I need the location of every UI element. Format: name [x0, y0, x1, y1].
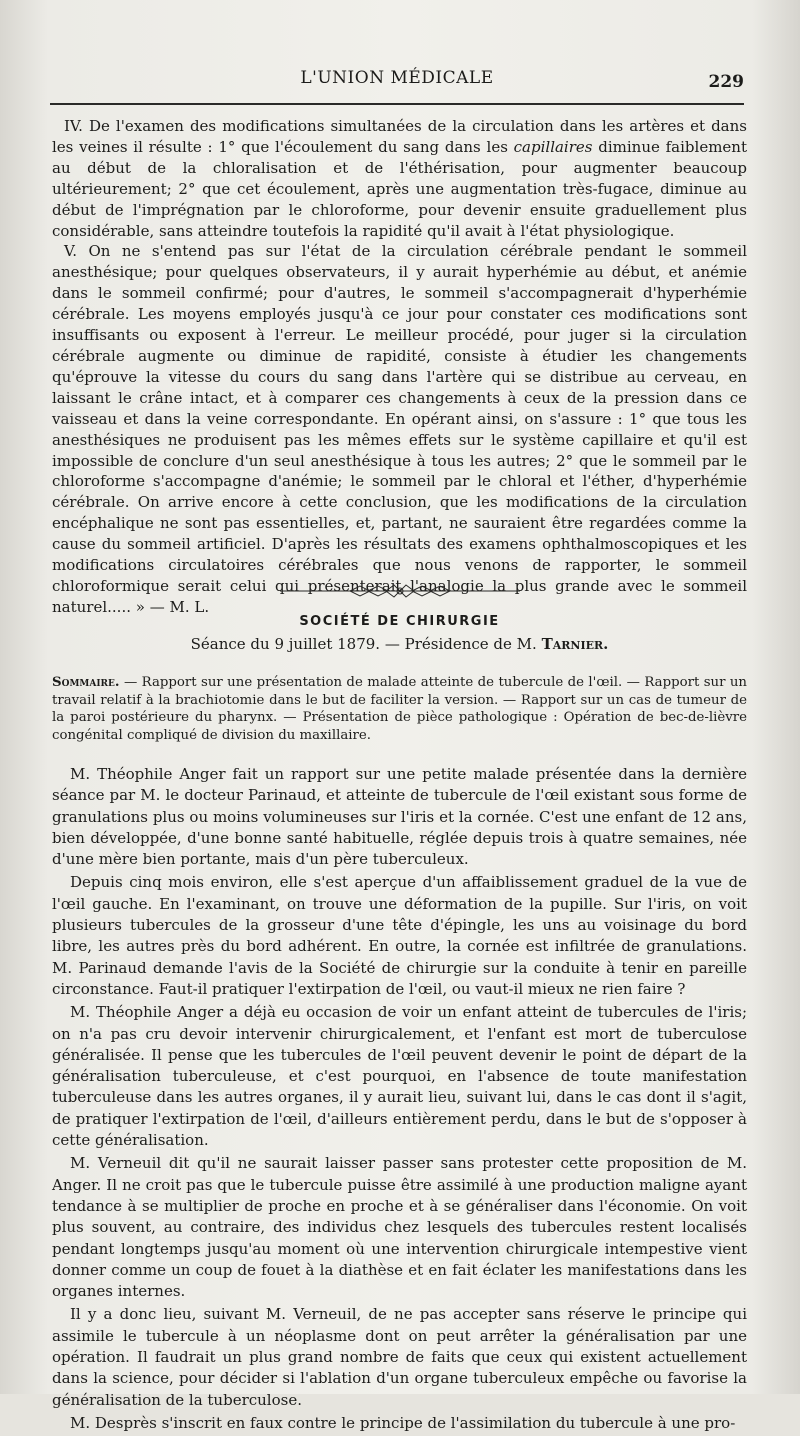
running-head: [50, 68, 744, 98]
paragraph-iv: [52, 116, 747, 241]
paragraph-iv-part-a: IV. De l'examen des modifications simultanées de la circulation dans les artères et dans les veines il résulte : 1° que l'écoulement du sang dans les: [52, 117, 747, 156]
journal-title: L'UNION MÉDICALE: [300, 68, 494, 88]
report-paragraph: Il y a donc lieu, suivant M. Verneuil, de ne pas accepter sans réserve le principe qui assimile le tubercule à un néoplasme dont on peut arrêter la généralisation par une opération. Il faudrait un plus grand nombre de faits que ceux qui existent actuellement dans la science, pour décider si l'ablation d'un organe tuberculeux empêche ou favorise la généralisation de la tuberculose.: [52, 1305, 747, 1409]
report-body: [52, 764, 747, 1436]
paragraph-iv-italic: capillaires: [513, 137, 593, 156]
paragraph-v: V. On ne s'entend pas sur l'état de la circulation cérébrale pendant le sommeil anesthésique; pour quelques observateurs, il y aurait hyperhémie au début, et anémie dans le sommeil confirmé; pour d'autres, le sommeil s'accompagnerait d'hyperhémie cérébrale. Les moyens employés jusqu'à ce jour pour constater ces modifications sont insuffisants ou exposent à l'erreur. Le meilleur procédé, pour juger si la circulation cérébrale augmente ou diminue de rapidité, consiste à étudier les changements qu'éprouve la vitesse du cours du sang dans l'artère qui se distribue au cerveau, en laissant le crâne intact, et à comparer ces changements à ceux de la pression dans ce vaisseau et dans la veine correspondante. En opérant ainsi, on s'assure : 1° que tous les anesthésiques ne produisent pas les mêmes effets sur le système capillaire et qu'il est impossible de conclure d'un seul anesthésique à tous les autres; 2° que le sommeil par le chloroforme s'accompagne d'anémie; le sommeil par le chloral et l'éther, d'hyperhémie cérébrale. On arrive encore à cette conclusion, que les modifications de la circulation encéphalique ne sont pas essentielles, et, partant, ne sauraient être regardées comme la cause du sommeil artificiel. D'après les résultats des examens ophthalmoscopiques et les modifications circulatoires cérébrales que nous venons de rapporter, le sommeil chloroformique serait celui qui présenterait l'analogie la plus grande avec le sommeil naturel..... » — M. L.: [52, 242, 747, 616]
report-paragraph: Depuis cinq mois environ, elle s'est aperçue d'un affaiblissement graduel de la vue de l'œil gauche. En l'examinant, on trouve une déformation de la pupille. Sur l'iris, on voit plusieurs tubercules de la grosseur d'une tête d'épingle, les uns au voisinage du bord libre, les autres près du bord adhérent. En outre, la cornée est infiltrée de granulations. M. Parinaud demande l'avis de la Société de chirurgie sur la conduite à tenir en pareille circonstance. Faut-il pratiquer l'extirpation de l'œil, ou vaut-il mieux ne rien faire ?: [52, 873, 747, 998]
report-paragraph: M. Desprès s'inscrit en faux contre le principe de l'assimilation du tubercule à une pro-: [70, 1413, 736, 1432]
paragraph-iv-part-b: diminue faiblement au début de la chloralisation et de l'éthérisation, pour augmenter beaucoup ultérieurement; 2° que cet écoulement, après une augmentation très-fugace, diminue au début de l'imprégnation par le chloroforme, pour devenir ensuite graduellement plus considérable, sans atteindre toutefois la rapidité qu'il avait à l'état physiologique.: [52, 137, 747, 240]
article-continuation: [52, 116, 747, 618]
report-paragraph: M. Verneuil dit qu'il ne saurait laisser passer sans protester cette proposition de M. Anger. Il ne croit pas que le tubercule puisse être assimilé à une production maligne ayant tendance à se multiplier de proche en proche et à se généraliser dans l'économie. On voit plus souvent, au contraire, des individus chez lesquels des tubercules restent localisés pendant longtemps jusqu'au moment où une intervention chirurgicale intempestive vient donner comme un coup de fouet à la diathèse et en fait éclater les manifestations dans les organes internes.: [52, 1154, 747, 1301]
section-title: SOCIÉTÉ DE CHIRURGIE: [299, 614, 500, 629]
summary-block: [52, 674, 747, 744]
page-number: 229: [708, 72, 744, 92]
report-paragraph: M. Théophile Anger a déjà eu occasion de voir un enfant atteint de tubercules de l'iris; on n'a pas cru devoir intervenir chirurgicalement, et l'enfant est mort de tuberculose généralisée. Il pense que les tubercules de l'œil peuvent devenir le point de départ de la généralisation tuberculeuse, et c'est pourquoi, en l'absence de toute manifestation tuberculeuse dans les autres organes, il y aurait lieu, suivant lui, dans le cas dont il s'agit, de pratiquer l'extirpation de l'œil, d'ailleurs entièrement perdu, dans le but de s'opposer à cette généralisation.: [52, 1003, 747, 1150]
session-line: [52, 635, 747, 653]
section-heading: [52, 580, 747, 653]
session-prefix: Séance du 9 juillet 1879. — Présidence de M.: [190, 635, 542, 653]
report-paragraph: M. Théophile Anger fait un rapport sur une petite malade présentée dans la dernière séance par M. le docteur Parinaud, et atteinte de tubercule de l'œil existant sous forme de granulations plus ou moins volumineuses sur l'iris et la cornée. C'est une enfant de 12 ans, bien développée, d'une bonne santé habituelle, réglée depuis trois à quatre semaines, née d'une mère bien portante, mais d'un père tuberculeux.: [52, 765, 747, 869]
ornament-divider: [280, 580, 520, 602]
summary-label: Sommaire.: [52, 675, 120, 690]
president-name: Tarnier.: [541, 635, 609, 653]
header-rule: [50, 103, 744, 105]
summary-text: — Rapport sur une présentation de malade atteinte de tubercule de l'œil. — Rapport sur un travail relatif à la brachiotomie dans le but de faciliter la version. — Rapport sur un cas de tumeur de la paroi postérieure du pharynx. — Présentation de pièce pathologique : Opération de bec-de-lièvre congénital compliqué de division du maxillaire.: [52, 675, 747, 743]
